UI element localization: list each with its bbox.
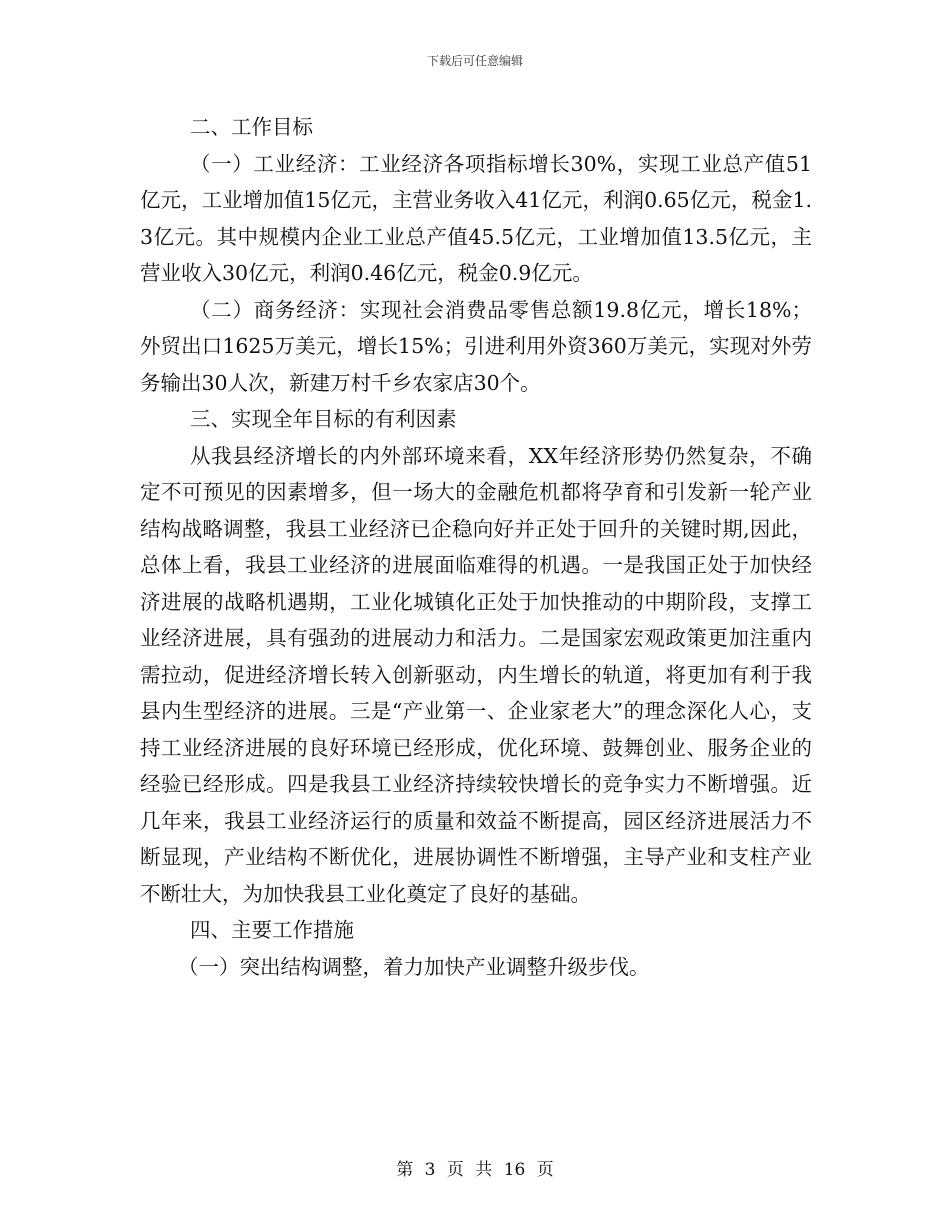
section-heading-main-measures: 四、主要工作措施 (190, 918, 354, 942)
section-heading-favorable-factors: 三、实现全年目标的有利因素 (190, 407, 457, 431)
paragraph-favorable-factors: 从我县经济增长的内外部环境来看，XX年经济形势仍然复杂，不确定不可预见的因素增多，但一场大的金融危机都将孕育和引发新一轮产业结构战略调整，我县工业经济已企稳向好并正处于回升的关键时期,因此，总体上看，我县工业经济的进展面临难得的机遇。一是我国正处于加快经济进展的战略机遇期，工业化城镇化正处于加快推动的中期阶段，支撑工业经济进展，具有强劲的进展动力和活力。二是国家宏观政策更加注重内需拉动，促进经济增长转入创新驱动，内生增长的轨道，将更加有利于我县内生型经济的进展。三是“产业第一、企业家老大”的理念深化人心，支持工业经济进展的良好环境已经形成，优化环境、鼓舞创业、服务企业的经验已经形成。四是我县工业经济持续较快增长的竞争实力不断增强。近几年来，我县工业经济运行的质量和效益不断提高，园区经济进展活力不断显现，产业结构不断优化，进展协调性不断增强，主导产业和支柱产业不断壮大，为加快我县工业化奠定了良好的基础。 (140, 443, 812, 906)
page-number-footer: 第 3 页 共 16 页 (396, 1160, 554, 1180)
paragraph-commerce-economy: （二）商务经济：实现社会消费品零售总额19.8亿元，增长18%；外贸出口1625万美元，增长15%；引进利用外资360万美元，实现对外劳务输出30人次，新建万村千乡农家店30个。 (140, 297, 812, 395)
paragraph-industrial-economy: （一）工业经济：工业经济各项指标增长30%，实现工业总产值51亿元，工业增加值15亿元，主营业务收入41亿元，利润0.65亿元，税金1.3亿元。其中规模内企业工业总产值45.5亿元，工业增加值13.5亿元，主营业收入30亿元，利润0.46亿元，税金0.9亿元。 (140, 151, 812, 285)
document-body (140, 109, 812, 985)
subsection-heading-structural-adjustment: （一）突出结构调整，着力加快产业调整升级步伐。 (178, 954, 650, 979)
header-note: 下载后可任意编辑 (426, 54, 523, 68)
section-heading-work-goals: 二、工作目标 (190, 115, 313, 139)
